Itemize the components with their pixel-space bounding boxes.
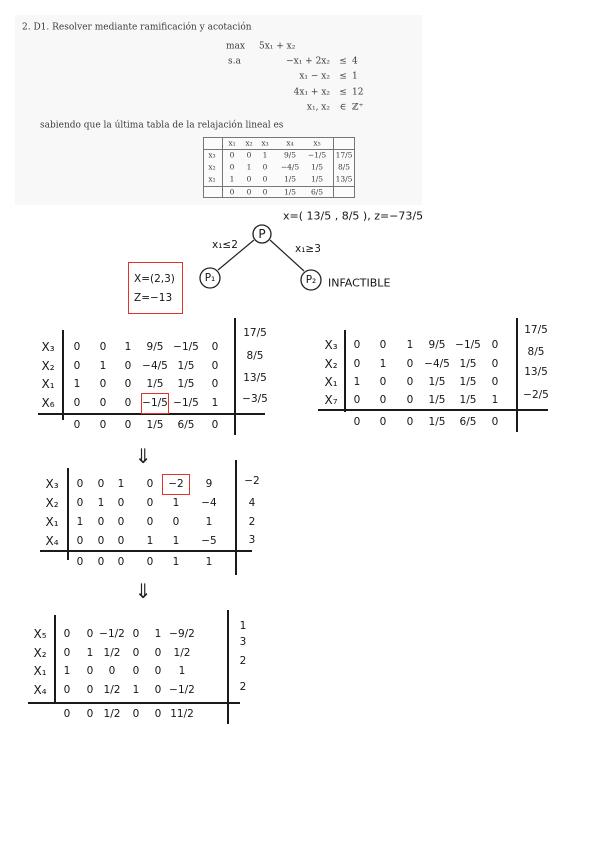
tableau-reduced-cost-cell: 0 (124, 418, 132, 431)
tableau-rhs-cell: 8/5 (527, 345, 545, 358)
tableau-cell: 1 (353, 375, 361, 388)
constraint-operator: ∈ (339, 102, 347, 113)
tableau-cell: 1 (172, 496, 180, 509)
tableau-cell: 0 (117, 496, 125, 509)
tableau-cell: 1 (86, 646, 94, 659)
tableau-row-label: X₄ (45, 534, 59, 548)
tableau-cell: 1 (178, 664, 186, 677)
objective-expression: 5x₁ + x₂ (259, 41, 296, 52)
tableau-cell: 1 (132, 683, 140, 696)
tableau-cell: 9/5 (146, 340, 164, 353)
tableau-cell: 0 (146, 496, 154, 509)
tableau-cell: 0 (211, 377, 219, 390)
table-label-divider (222, 137, 223, 198)
table-cell: 0 (246, 174, 252, 184)
tableau-row-label: X₃ (45, 477, 59, 491)
left-node-solution: X=(2,3) (134, 272, 175, 285)
tableau-rhs-cell: −2 (244, 474, 260, 487)
tableau-cell: 1/2 (103, 646, 121, 659)
tableau-reduced-cost-cell: 1/5 (428, 415, 446, 428)
constraint-rhs: 12 (352, 87, 364, 98)
tableau-reduced-cost-cell: 1/5 (146, 418, 164, 431)
tableau-cell: −9/2 (169, 627, 195, 640)
constraint-lhs: x₁ − x₂ (299, 71, 330, 82)
tableau-cell: 0 (73, 340, 81, 353)
tableau-cell: 1 (172, 534, 180, 547)
tableau-cell: −4/5 (424, 357, 450, 370)
constraint-lhs: 4x₁ + x₂ (293, 87, 330, 98)
table-cell: 0 (262, 162, 268, 172)
tableau-rhs-cell: 13/5 (243, 371, 267, 384)
constraint-rhs: 4 (352, 56, 358, 67)
table-reduced-cost-cell: 6/5 (310, 187, 324, 197)
tableau-cell: 1 (63, 664, 71, 677)
pivot-element-box (162, 474, 190, 495)
constraint-rhs: 1 (352, 71, 358, 82)
left-node-result-box (128, 262, 183, 314)
table-cell: 1/5 (310, 174, 324, 184)
tableau-row-label: X₁ (324, 375, 338, 389)
tableau-cell: 0 (491, 375, 499, 388)
table-cell: 1/5 (283, 174, 297, 184)
tableau-cell: 1/5 (459, 393, 477, 406)
tableau-rhs-cell: 2 (239, 654, 247, 667)
table-column-header: x₂ (245, 138, 253, 148)
table-cell: 9/5 (283, 150, 297, 160)
tableau-rhs-cell: 13/5 (524, 365, 548, 378)
tableau-row-label: X₁ (41, 377, 55, 391)
tableau-label-divider (62, 330, 63, 420)
tableau-row-label: X₆ (41, 396, 55, 410)
root-node-label: P (258, 227, 266, 241)
table-rhs-cell: 17/5 (335, 150, 353, 160)
constraint-lhs: x₁, x₂ (306, 102, 330, 113)
table-cell: 0 (229, 150, 235, 160)
down-arrow-icon: ⇓ (134, 444, 152, 468)
tableau-cell: 1 (97, 496, 105, 509)
tableau-cell: 1/5 (459, 375, 477, 388)
tableau-cell: 1 (146, 534, 154, 547)
tableau-cell: 0 (73, 359, 81, 372)
table-reduced-cost-cell: 0 (229, 187, 235, 197)
tableau-cell: 0 (73, 396, 81, 409)
tableau-cell: 0 (86, 627, 94, 640)
table-rhs-cell: 8/5 (337, 162, 351, 172)
tableau-rhs-divider (227, 610, 228, 724)
left-node-objective: Z=−13 (134, 291, 173, 304)
tableau-reduced-cost-cell: 0 (211, 418, 219, 431)
tableau-rhs-cell: 2 (239, 680, 247, 693)
tableau-reduced-cost-cell: 0 (406, 415, 414, 428)
tableau-cell: 1/2 (173, 646, 191, 659)
tableau-cell: −1/5 (142, 396, 168, 409)
tableau-cell: 0 (154, 683, 162, 696)
tableau-rhs-divider (234, 318, 235, 435)
tableau-rhs-cell: 17/5 (524, 323, 548, 336)
table-column-header: x₁ (228, 138, 236, 148)
tableau-cell: 0 (146, 477, 154, 490)
tableau-cell: 1/5 (428, 393, 446, 406)
tableau-rhs-cell: 2 (248, 515, 256, 528)
tableau-rhs-cell: 4 (248, 496, 256, 509)
tableau-cell: 0 (211, 359, 219, 372)
tableau-cell: 0 (97, 477, 105, 490)
tableau-cell: 0 (63, 646, 71, 659)
tableau-label-divider (344, 330, 345, 412)
tableau-label-divider (67, 468, 68, 560)
tableau-cell: 1 (205, 515, 213, 528)
tableau-cell: 0 (379, 393, 387, 406)
tableau-cell: 0 (406, 375, 414, 388)
tableau-cell: 0 (132, 646, 140, 659)
tableau-row-label: X₂ (324, 357, 338, 371)
tableau-cell: 0 (146, 515, 154, 528)
tableau-cell: 0 (117, 534, 125, 547)
tableau-label-divider (54, 615, 55, 702)
table-column-header: x₅ (313, 138, 321, 148)
tableau-cell: 0 (406, 357, 414, 370)
tableau-cell: −1/5 (173, 396, 199, 409)
tableau-cell: −4/5 (142, 359, 168, 372)
right-node-label: P₂ (305, 273, 317, 286)
tableau-reduced-cost-cell: 0 (146, 555, 154, 568)
tableau-objective-rule (318, 409, 548, 410)
exercise-heading: 2. D1. Resolver mediante ramificación y acotación (22, 22, 252, 33)
tableau-rhs-divider (516, 318, 517, 432)
tableau-row-label: X₂ (45, 496, 59, 510)
constraint-keyword: s.a (228, 56, 241, 67)
tableau-cell: 1 (124, 340, 132, 353)
tableau-cell: 0 (379, 375, 387, 388)
constraint-rhs: ℤ⁺ (352, 102, 364, 113)
tableau-cell: 0 (76, 477, 84, 490)
down-arrow-icon: ⇓ (134, 579, 152, 603)
tableau-cell: −2 (168, 477, 184, 490)
tableau-cell: 0 (97, 534, 105, 547)
right-branch-condition: x₁≥3 (295, 242, 321, 255)
tableau-cell: 0 (406, 393, 414, 406)
table-cell: 0 (229, 162, 235, 172)
tableau-reduced-cost-cell: 0 (97, 555, 105, 568)
table-row-label: x₂ (208, 162, 216, 172)
tableau-reduced-cost-cell: 0 (117, 555, 125, 568)
table-reduced-cost-cell: 0 (262, 187, 268, 197)
tableau-cell: 0 (117, 515, 125, 528)
tableau-cell: 9 (205, 477, 213, 490)
table-cell: 1 (262, 150, 268, 160)
tableau-rhs-cell: 3 (239, 635, 247, 648)
tableau-reduced-cost-cell: 0 (379, 415, 387, 428)
tableau-reduced-cost-cell: 0 (73, 418, 81, 431)
tableau-cell: 9/5 (428, 338, 446, 351)
tableau-cell: −1/2 (169, 683, 195, 696)
tableau-reduced-cost-cell: 11/2 (170, 707, 194, 720)
tableau-cell: 1 (211, 396, 219, 409)
tableau-cell: 0 (124, 377, 132, 390)
tableau-cell: 0 (491, 357, 499, 370)
tableau-reduced-cost-cell: 0 (154, 707, 162, 720)
constraint-operator: ≤ (339, 87, 347, 98)
tableau-cell: 0 (124, 396, 132, 409)
tableau-reduced-cost-cell: 0 (132, 707, 140, 720)
tableau-cell: 0 (132, 627, 140, 640)
pivot-element-box (141, 393, 169, 414)
tableau-reduced-cost-cell: 1 (205, 555, 213, 568)
table-row-label: x₁ (208, 174, 216, 184)
tableau-rhs-cell: 17/5 (243, 326, 267, 339)
table-column-header: x₄ (286, 138, 294, 148)
table-cell: 0 (262, 174, 268, 184)
table-cell: −1/5 (307, 150, 327, 160)
constraint-lhs: −x₁ + 2x₂ (286, 56, 330, 67)
tableau-rhs-divider (235, 460, 236, 575)
tableau-cell: 1/5 (146, 377, 164, 390)
tableau-cell: −5 (201, 534, 217, 547)
table-reduced-cost-cell: 0 (246, 187, 252, 197)
table-rhs-cell: 13/5 (335, 174, 353, 184)
tableau-row-label: X₁ (33, 664, 47, 678)
tableau-cell: 0 (63, 627, 71, 640)
table-cell: 1 (246, 162, 252, 172)
relaxation-solution: x=( 13/5 , 8/5 ), z=−73/5 (283, 209, 424, 223)
tableau-cell: 0 (99, 377, 107, 390)
tableau-row-label: X₂ (33, 646, 47, 660)
tableau-cell: 0 (172, 515, 180, 528)
tableau-cell: 1/5 (428, 375, 446, 388)
tableau-row-label: X₃ (324, 338, 338, 352)
tableau-reduced-cost-cell: 1/2 (103, 707, 121, 720)
tableau-cell: 0 (353, 393, 361, 406)
tableau-reduced-cost-cell: 0 (491, 415, 499, 428)
left-branch-condition: x₁≤2 (212, 238, 238, 251)
tableau-cell: 1/5 (177, 359, 195, 372)
objective-keyword: max (226, 41, 245, 52)
table-column-header: x₃ (261, 138, 269, 148)
tableau-cell: 1 (117, 477, 125, 490)
tableau-cell: 1 (99, 359, 107, 372)
tableau-reduced-cost-cell: 0 (353, 415, 361, 428)
tableau-cell: 1 (154, 627, 162, 640)
tableau-reduced-cost-cell: 1 (172, 555, 180, 568)
tableau-cell: 1 (379, 357, 387, 370)
tableau-cell: 0 (211, 340, 219, 353)
constraint-operator: ≤ (339, 56, 347, 67)
tableau-row-label: X₁ (45, 515, 59, 529)
tableau-cell: 0 (154, 664, 162, 677)
tableau-row-label: X₃ (41, 340, 55, 354)
tableau-rhs-cell: −3/5 (242, 392, 268, 405)
tableau-cell: 1 (491, 393, 499, 406)
tableau-reduced-cost-cell: 0 (63, 707, 71, 720)
tableau-cell: 1 (406, 338, 414, 351)
table-cell: 1 (229, 174, 235, 184)
tableau-cell: 1 (76, 515, 84, 528)
tableau-cell: 0 (99, 396, 107, 409)
tableau-rhs-cell: 8/5 (246, 349, 264, 362)
tableau-row-label: X₂ (41, 359, 55, 373)
tableau-cell: 0 (76, 534, 84, 547)
tableau-cell: −1/5 (455, 338, 481, 351)
left-node-label: P₁ (204, 271, 216, 284)
tableau-cell: 0 (99, 340, 107, 353)
tableau-rhs-cell: −2/5 (523, 388, 549, 401)
tableau-objective-rule (40, 550, 252, 551)
tableau-cell: 1/5 (177, 377, 195, 390)
table-cell: 1/5 (310, 162, 324, 172)
tableau-cell: 1/2 (103, 683, 121, 696)
infeasible-status: INFACTIBLE (328, 276, 391, 290)
tableau-cell: −1/2 (99, 627, 125, 640)
tableau-cell: 0 (76, 496, 84, 509)
tableau-row-label: X₄ (33, 683, 47, 697)
tableau-cell: 0 (353, 338, 361, 351)
tableau-reduced-cost-cell: 6/5 (177, 418, 195, 431)
tableau-cell: 0 (124, 359, 132, 372)
tableau-cell: 1/5 (459, 357, 477, 370)
tableau-cell: −1/5 (173, 340, 199, 353)
tableau-objective-rule (28, 702, 240, 703)
tableau-cell: 0 (86, 664, 94, 677)
tableau-cell: 0 (353, 357, 361, 370)
tableau-cell: 0 (154, 646, 162, 659)
constraint-operator: ≤ (339, 71, 347, 82)
tableau-reduced-cost-cell: 0 (99, 418, 107, 431)
tableau-cell: 0 (491, 338, 499, 351)
tableau-row-label: X₅ (33, 627, 47, 641)
tableau-rhs-cell: 3 (248, 533, 256, 546)
table-reduced-cost-cell: 1/5 (283, 187, 297, 197)
tableau-cell: −4 (201, 496, 217, 509)
tableau-reduced-cost-cell: 0 (86, 707, 94, 720)
tableau-cell: 0 (108, 664, 116, 677)
tableau-reduced-cost-cell: 6/5 (459, 415, 477, 428)
table-row-label: x₃ (208, 150, 216, 160)
tableau-cell: 1 (73, 377, 81, 390)
table-cell: −4/5 (280, 162, 300, 172)
tableau-rhs-cell: 1 (239, 619, 247, 632)
tableau-cell: 0 (86, 683, 94, 696)
tableau-cell: 0 (132, 664, 140, 677)
tableau-reduced-cost-cell: 0 (76, 555, 84, 568)
tableau-cell: 0 (97, 515, 105, 528)
tableau-cell: 0 (63, 683, 71, 696)
table-cell: 0 (246, 150, 252, 160)
tableau-row-label: X₇ (324, 393, 338, 407)
tableau-cell: 0 (379, 338, 387, 351)
table-intro-text: sabiendo que la última tabla de la relajación lineal es (40, 120, 284, 131)
table-rhs-divider (333, 137, 334, 198)
